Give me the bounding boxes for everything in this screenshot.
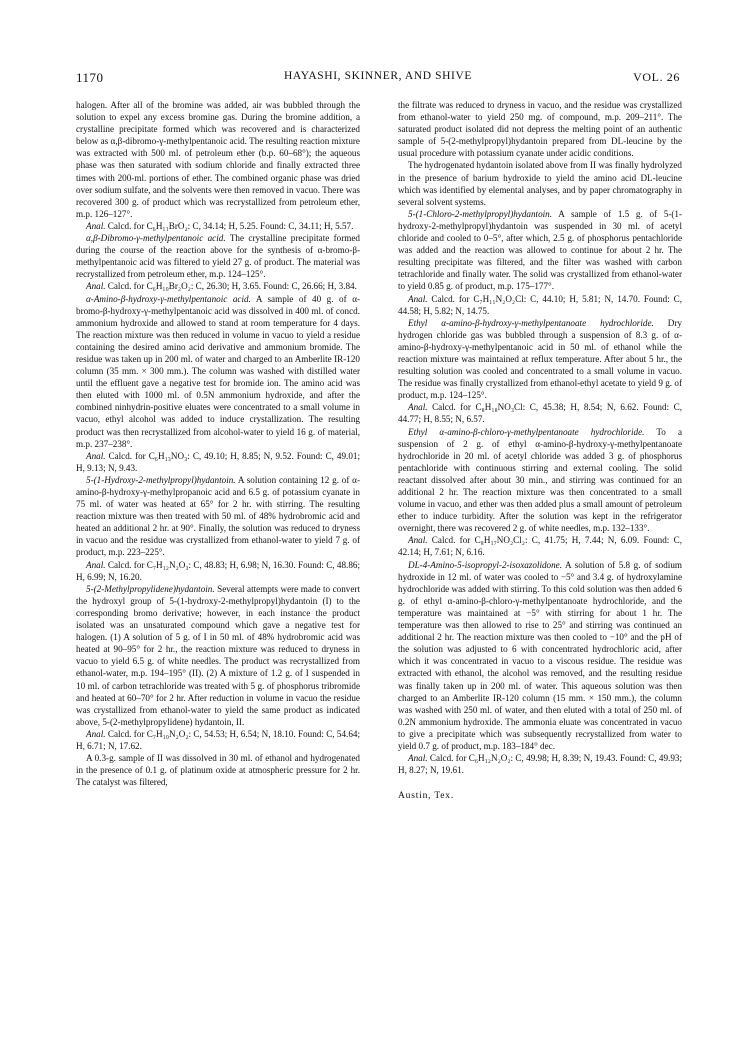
paragraph <box>398 208 682 293</box>
paragraph <box>398 752 682 776</box>
right-column <box>398 99 682 802</box>
running-head <box>76 70 680 88</box>
paragraph <box>398 426 682 535</box>
paragraph <box>76 559 360 583</box>
paragraph-text: the filtrate was reduced to dryness in vacuo, and the residue was crystallized from ethanol-water to yield 250 mg. of compound, m.p. 209–211°. The saturated product isolated did not depress the melting point of an authentic sample of 5-(2-methylpropyl)hydantoin prepared from DL-leucine by the usual procedure with potassium cyanate under acidic conditions. <box>398 100 682 159</box>
paragraph-text: The crystalline precipitate formed during the course of the reaction above for the synthesis of α-bromo-β-methylpentanoic acid was filtered to yield 27 g. of product. The material was recrystallized from petroleum ether, m.p. 124–125°. <box>76 233 360 280</box>
paragraph <box>398 559 682 753</box>
continued-paragraph <box>398 99 682 159</box>
paragraph <box>76 232 360 280</box>
paragraph-text: Calcd. for C₇H₁₂N₂O₃: C, 48.83; H, 6.98; N, 16.30. Found: C, 48.86; H, 6.99; N, 16.20. <box>76 559 360 582</box>
paragraph-heading: 5-(1-Chloro-2-methylpropyl)hydantoin. <box>408 208 553 219</box>
paragraph <box>398 293 682 317</box>
paragraph-text: Calcd. for C₆H₁₀Br₂O₂: C, 26.30; H, 3.65. Found: C, 26.66; H, 3.84. <box>105 281 357 292</box>
paragraph-text: A 0.3-g. sample of II was dissolved in 30 ml. of ethanol and hydrogenated in the presence of 0.1 g. of platinum oxide at atmospheric pressure for 2 hr. The catalyst was filtered, <box>76 753 360 788</box>
paragraph <box>398 401 682 425</box>
paragraph-text: Several attempts were made to convert the hydroxyl group of 5-(1-hydroxy-2-methylpropyl)hydantoin (I) to the corresponding bromo derivative; however, in each instance the product isolated was an unsaturated compound which gave a negative test for halogen. (1) A solution of 5 g. of I in 50 ml. of 48% hydrobromic acid was heated at 90–95° for 2 hr., the reaction mixture was reduced to dryness in vacuo to yield 6.5 g. of white needles. The product was recrystallized from ethanol-water, m.p. 194–195° (II). (2) A mixture of 1.2 g. of I suspended in 10 ml. of carbon tetrachloride was treated with 5 g. of phosphorus tribromide and heated at 60–70° for 2 hr. After reduction in volume in vacuo the residue was crystallized from ethanol-water to yield the same product as indicated above, 5-(2-methylpropylidene) hydantoin, II. <box>76 583 360 727</box>
paragraph-text: A sample of 40 g. of α-bromo-β-hydroxy-γ-methylpentanoic acid was dissolved in 400 ml. of concd. ammonium hydroxide and allowed to stand at room temperature for 4 days. The reaction mixture was then reduced in volume in vacuo to yield a residue containing the desired amino acid derivative and ammonium bromide. The residue was taken up in 200 ml. of water and charged to an Amberlite IR-120 column (35 mm. × 300 mm.). The column was washed with distilled water until the effluent gave a negative test for bromide ion. The amino acid was then eluted with 1000 ml. of 0.5N ammonium hydroxide, and after the combined ninhydrin-positive eluates were concentrated to a small volume in vacuo, ethyl alcohol was added to induce crystallization. The resulting product was then recrystallized from alcohol-water to yield 16 g. of material, m.p. 237–238°. <box>76 293 361 449</box>
paragraph-heading: Anal. <box>408 535 428 546</box>
paragraph <box>76 474 360 559</box>
paragraph-text: halogen. After all of the bromine was added, air was bubbled through the solution to expel any excess bromine gas. During the bromine addition, a crystalline precipitate formed which was recovered and is characterized below as α,β-dibromo-γ-methylpentanoic acid. The resulting reaction mixture was extracted with 500 ml. of petroleum ether (b.p. 60–68°); the aqueous phase was then saturated with sodium chloride and finally extracted three times with 200-ml. portions of ether. The combined organic phase was dried over sodium sulfate, and the solvents were then removed in vacuo. There was recovered 300 g. of product which was recrystallized from petroleum ether, m.p. 126–127°. <box>76 100 360 219</box>
paragraph-text: Calcd. for C₆H₁₂N₂O₂: C, 49.98; H, 8.39; N, 19.43. Found: C, 49.93; H, 8.27; N, 19.61. <box>398 753 682 776</box>
paragraph-text: A solution of 5.8 g. of sodium hydroxide in 12 ml. of water was cooled to −5° and 3.4 g. of hydroxylamine hydrochloride was added with stirring. To this cold solution was then added 6 g. of ethyl α-amino-β-chloro-γ-methylpentanoate hydrochloride, and the temperature was maintained at −5° with stirring for about 1 hr. The temperature was then allowed to rise to 25° and stirring was continued an additional 2 hr. The reaction mixture was then cooled to −10° and the pH of the solution was adjusted to 6 with concentrated hydrochloric acid, after which it was concentrated in vacuo to a viscous residue. The residue was extracted with ethanol, the alcohol was removed, and the resulting residue was finally taken up in 200 ml. of water. This aqueous solution was then charged to an Amberlite IR-120 column (15 mm. × 150 mm.), the column was washed with 250 ml. of water, and then eluted with a total of 250 ml. of 0.2N ammonium hydroxide. The ammonia eluate was concentrated in vacuo to give a precipitate which was subsequently recrystallized from water to yield 0.7 g. of product, m.p. 183–184° dec. <box>398 559 682 751</box>
paragraph-text: To a suspension of 2 g. of ethyl α-amino-β-hydroxy-γ-methylpentanoate hydrochloride in 20 ml. of acetyl chloride was added 3 g. of phosphorus pentachloride with continuous stirring and external cooling. The solid reactant dissolved after about 30 min., and stirring was continued for an additional 2 hr. The reaction mixture was then concentrated to a small volume in vacuo, and ether was then added plus a small amount of petroleum ether to induce turbidity. After the solution was kept in the refrigerator overnight, there was recovered 2 g. of white needles, m.p. 132–133°. <box>398 426 683 534</box>
paragraph-heading: Anal. <box>408 402 428 413</box>
volume-label: VOL. 26 <box>633 70 680 84</box>
paragraph-text: Calcd. for C₈H₁₈NO₃Cl: C, 45.38; H, 8.54; N, 6.62. Found: C, 44.77; H, 8.55; N, 6.57. <box>398 402 682 425</box>
paragraph <box>76 583 360 728</box>
paragraph-text: Calcd. for C₆H₁₃NO₃: C, 49.10; H, 8.85; N, 9.52. Found: C, 49.01; H, 9.13; N, 9.43. <box>76 450 360 473</box>
paragraph-heading: Anal. <box>86 220 106 231</box>
left-column <box>76 99 360 788</box>
paragraph-text: Dry hydrogen chloride gas was bubbled through a suspension of 8.3 g. of α-amino-β-hydroxy-γ-methylpentanoic acid in 50 ml. of ethanol while the reaction mixture was maintained at reflux temperature. After about 5 hr., the resulting solution was cooled and concentrated to a small volume in vacuo. The residue was finally crystallized from ethanol-ethyl acetate to yield 9 g. of product, m.p. 124–125°. <box>398 317 682 401</box>
paragraph <box>398 159 682 207</box>
paragraph <box>76 293 360 450</box>
paragraph-text: Calcd. for C₆H₁₁BrO₂: C, 34.14; H, 5.25. Found: C, 34.11; H, 5.57. <box>105 220 354 231</box>
paragraph-heading: Ethyl α-amino-β-hydroxy-γ-methylpentanoate hydrochloride. <box>408 317 654 328</box>
paragraph-text: A sample of 1.5 g. of 5-(1-hydroxy-2-methylpropyl)hydantoin was suspended in 30 ml. of acetyl chloride and cooled to 0–5°, after which, 2.5 g. of phosphorus pentachloride was added and the reaction was allowed to continue for about 2 hr. The resulting precipitate was filtered, and the filter was washed with carbon tetrachloride and finally water. The solid was crystallized from ethanol-water to yield 0.85 g. of product, m.p. 175–177°. <box>398 208 682 292</box>
paragraph <box>398 534 682 558</box>
paragraph-heading: Anal. <box>408 293 428 304</box>
paragraph-heading: Anal. <box>408 753 428 764</box>
paragraph <box>76 220 360 232</box>
paragraph-heading: Anal. <box>86 450 106 461</box>
paragraph-text: The hydrogenated hydantoin isolated above from II was finally hydrolyzed in the presence of barium hydroxide to yield the amino acid DL-leucine which was identified by elemental analyses, and by paper chromatography in several solvent systems. <box>398 160 682 207</box>
paragraph-text: Calcd. for C₇H₁₀N₂O₂: C, 54.53; H, 6.54; N, 18.10. Found: C, 54.64; H, 6.71; N, 17.62. <box>76 728 360 751</box>
paragraph-heading: DL-4-Amino-5-isopropyl-2-isoxazolidone. <box>408 559 563 570</box>
paragraph-heading: Ethyl α-amino-β-chloro-γ-methylpentanoate hydrochloride. <box>408 426 645 437</box>
paragraph-heading: 5-(2-Methylpropylidene)hydantoin. <box>86 583 215 594</box>
paragraph <box>76 728 360 752</box>
paragraph <box>76 280 360 292</box>
paragraph-text: A solution containing 12 g. of α-amino-β-hydroxy-γ-methylpropanoic acid and 6.5 g. of potassium cyanate in 75 ml. of water was heated at 65° for 2 hr. with stirring. The resulting reaction mixture was then treated with 50 ml. of 48% hydrobromic acid and heated an additional 2 hr. at 90°. Finally, the solution was reduced to dryness in vacuo and the residue was crystallized from ethanol-water to yield 7 g. of product, m.p. 223–225°. <box>76 474 360 558</box>
paragraph-heading: Anal. <box>86 559 106 570</box>
running-head-authors: HAYASHI, SKINNER, AND SHIVE <box>284 70 472 82</box>
paragraph-text: Calcd. for C₇H₁₁N₂O₂Cl: C, 44.10; H, 5.81; N, 14.70. Found: C, 44.58; H, 5.82; N, 14.75. <box>398 293 682 316</box>
paragraph-heading: Anal. <box>86 281 106 292</box>
page-number: 1170 <box>76 70 104 85</box>
paragraph-heading: α,β-Dibromo-γ-methylpentanoic acid. <box>86 233 226 244</box>
paragraph-text: Calcd. for C₈H₁₇NO₂Cl₂: C, 41.75; H, 7.44; N, 6.09. Found: C, 42.14; H, 7.61; N, 6.16. <box>398 535 682 558</box>
paragraph-heading: Anal. <box>86 728 106 739</box>
paragraph-heading: α-Amino-β-hydroxy-γ-methylpentanoic acid. <box>86 293 251 304</box>
location-signature: Austin, Tex. <box>398 791 454 802</box>
paragraph <box>76 450 360 474</box>
paragraph <box>398 317 682 402</box>
paragraph <box>76 752 360 788</box>
paragraph-heading: 5-(1-Hydroxy-2-methylpropyl)hydantoin. <box>86 474 236 485</box>
continued-paragraph <box>76 99 360 220</box>
